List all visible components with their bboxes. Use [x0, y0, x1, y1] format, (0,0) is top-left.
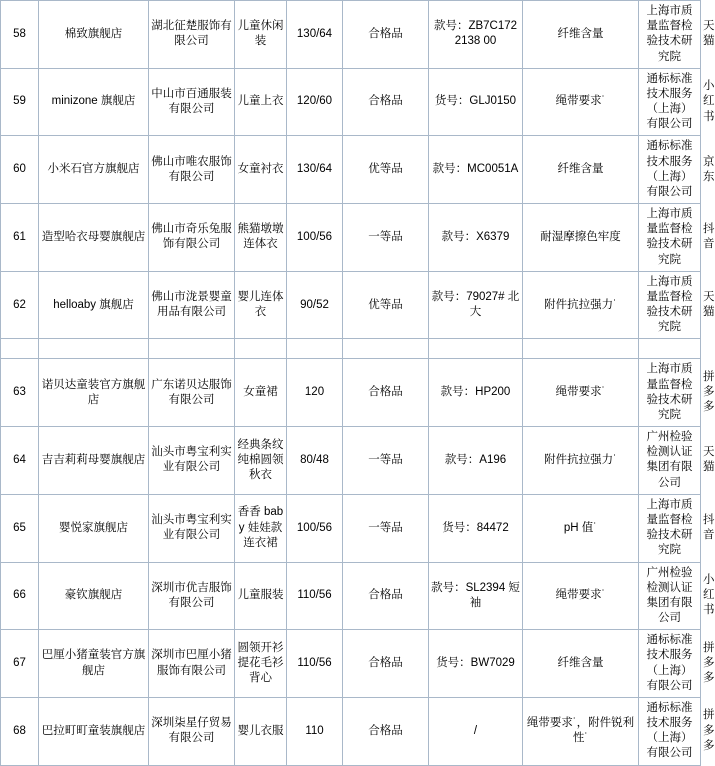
cell-agency: 上海市质量监督检验技术研究院	[639, 204, 701, 272]
cell-shop: 吉吉莉莉母婴旗舰店	[39, 427, 149, 495]
gap-cell	[149, 339, 235, 359]
cell-item: 纤维含量	[523, 1, 639, 69]
cell-agency: 上海市质量监督检验技术研究院	[639, 271, 701, 339]
cell-conclusion: 合格品	[343, 562, 429, 630]
cell-conclusion: 合格品	[343, 359, 429, 427]
cell-code: 款号：A196	[429, 427, 523, 495]
cell-item: 绳带要求˙	[523, 359, 639, 427]
cell-spec: 130/64	[287, 1, 343, 69]
cell-spec: 110/56	[287, 562, 343, 630]
cell-code: 货号：BW7029	[429, 630, 523, 698]
cell-conclusion: 合格品	[343, 68, 429, 136]
table-row: 58 棉致旗舰店 湖北征楚服饰有限公司 儿童休闲装 130/64 合格品 款号：ZB7C1722138 00 纤维含量 上海市质量监督检验技术研究院 天猫	[1, 1, 701, 69]
table-body	[1, 1, 715, 766]
cell-code: 款号：79027# 北大	[429, 271, 523, 339]
cell-shop: 巴拉町町童装旗舰店	[39, 697, 149, 765]
cell-spec: 120	[287, 359, 343, 427]
cell-item: 绳带要求˙	[523, 68, 639, 136]
cell-conclusion: 优等品	[343, 136, 429, 204]
table-row: 65 婴悦家旗舰店 汕头市粤宝利实业有限公司 香香 baby 娃娃款连衣裙 100/56 一等品 货号：84472 pH 值˙ 上海市质量监督检验技术研究院 抖音	[1, 494, 701, 562]
cell-code: 款号：ZB7C1722138 00	[429, 1, 523, 69]
cell-conclusion: 合格品	[343, 630, 429, 698]
cell-company: 广东诺贝达服饰有限公司	[149, 359, 235, 427]
cell-index: 59	[1, 68, 39, 136]
gap-cell	[235, 339, 287, 359]
cell-shop: helloaby 旗舰店	[39, 271, 149, 339]
cell-company: 深圳柒星仔贸易有限公司	[149, 697, 235, 765]
cell-item: 纤维含量	[523, 136, 639, 204]
cell-item: 绳带要求˙	[523, 562, 639, 630]
cell-shop: 棉致旗舰店	[39, 1, 149, 69]
cell-spec: 100/56	[287, 494, 343, 562]
cell-agency: 上海市质量监督检验技术研究院	[639, 494, 701, 562]
table-row: 61 造型哈衣母婴旗舰店 佛山市奇乐兔服饰有限公司 熊猫墩墩连体衣 100/56 一等品 款号：X6379 耐湿摩擦色牢度 上海市质量监督检验技术研究院 抖音	[1, 204, 701, 272]
cell-company: 汕头市粤宝利实业有限公司	[149, 494, 235, 562]
gap-cell	[523, 339, 639, 359]
cell-agency: 通标标准技术服务（上海）有限公司	[639, 630, 701, 698]
cell-product: 婴儿连体衣	[235, 271, 287, 339]
table-row: 64 吉吉莉莉母婴旗舰店 汕头市粤宝利实业有限公司 经典条纹纯棉圆领秋衣 80/48 一等品 款号：A196 附件抗拉强力˙ 广州检验检测认证集团有限公司 天猫	[1, 427, 701, 495]
cell-conclusion: 一等品	[343, 427, 429, 495]
table-row: 62 helloaby 旗舰店 佛山市泷景婴童用品有限公司 婴儿连体衣 90/52 优等品 款号：79027# 北大 附件抗拉强力˙ 上海市质量监督检验技术研究院 天猫	[1, 271, 701, 339]
gap-cell	[639, 339, 701, 359]
cell-company: 佛山市泷景婴童用品有限公司	[149, 271, 235, 339]
cell-shop: 豪钦旗舰店	[39, 562, 149, 630]
gap-cell	[429, 339, 523, 359]
cell-index: 66	[1, 562, 39, 630]
cell-product: 熊猫墩墩连体衣	[235, 204, 287, 272]
cell-item: 纤维含量	[523, 630, 639, 698]
cell-shop: 造型哈衣母婴旗舰店	[39, 204, 149, 272]
cell-agency: 通标标准技术服务（上海）有限公司	[639, 136, 701, 204]
cell-shop: minizone 旗舰店	[39, 68, 149, 136]
cell-index: 62	[1, 271, 39, 339]
cell-spec: 130/64	[287, 136, 343, 204]
cell-product: 儿童服装	[235, 562, 287, 630]
cell-company: 深圳市巴厘小猪服饰有限公司	[149, 630, 235, 698]
cell-product: 儿童上衣	[235, 68, 287, 136]
cell-agency: 上海市质量监督检验技术研究院	[639, 359, 701, 427]
cell-company: 深圳市优吉服饰有限公司	[149, 562, 235, 630]
table-section-gap	[1, 339, 701, 359]
cell-code: 款号：MC0051A	[429, 136, 523, 204]
cell-agency: 通标标准技术服务（上海）有限公司	[639, 68, 701, 136]
table-row: 67 巴厘小猪童装官方旗舰店 深圳市巴厘小猪服饰有限公司 圆领开衫提花毛衫背心 110/56 合格品 货号：BW7029 纤维含量 通标标准技术服务（上海）有限公司 拼多多	[1, 630, 701, 698]
cell-conclusion: 一等品	[343, 204, 429, 272]
cell-item: 附件抗拉强力˙	[523, 271, 639, 339]
cell-agency: 广州检验检测认证集团有限公司	[639, 562, 701, 630]
table-row: 63 诺贝达童装官方旗舰店 广东诺贝达服饰有限公司 女童裙 120 合格品 款号：HP200 绳带要求˙ 上海市质量监督检验技术研究院 拼多多	[1, 359, 701, 427]
cell-product: 圆领开衫提花毛衫背心	[235, 630, 287, 698]
cell-product: 女童裙	[235, 359, 287, 427]
cell-index: 61	[1, 204, 39, 272]
cell-shop: 巴厘小猪童装官方旗舰店	[39, 630, 149, 698]
cell-index: 67	[1, 630, 39, 698]
cell-conclusion: 一等品	[343, 494, 429, 562]
cell-index: 58	[1, 1, 39, 69]
cell-product: 婴儿衣服	[235, 697, 287, 765]
cell-agency: 广州检验检测认证集团有限公司	[639, 427, 701, 495]
cell-code: /	[429, 697, 523, 765]
gap-cell	[287, 339, 343, 359]
gap-cell	[39, 339, 149, 359]
cell-shop: 婴悦家旗舰店	[39, 494, 149, 562]
cell-product: 女童衬衣	[235, 136, 287, 204]
cell-index: 60	[1, 136, 39, 204]
cell-index: 68	[1, 697, 39, 765]
cell-company: 佛山市唯农服饰有限公司	[149, 136, 235, 204]
cell-conclusion: 优等品	[343, 271, 429, 339]
cell-shop: 小米石官方旗舰店	[39, 136, 149, 204]
cell-item: pH 值˙	[523, 494, 639, 562]
cell-spec: 100/56	[287, 204, 343, 272]
table-row: 60 小米石官方旗舰店 佛山市唯农服饰有限公司 女童衬衣 130/64 优等品 款号：MC0051A 纤维含量 通标标准技术服务（上海）有限公司 京东	[1, 136, 701, 204]
cell-product: 经典条纹纯棉圆领秋衣	[235, 427, 287, 495]
table-row: 66 豪钦旗舰店 深圳市优吉服饰有限公司 儿童服装 110/56 合格品 款号：SL2394 短袖 绳带要求˙ 广州检验检测认证集团有限公司 小红书	[1, 562, 701, 630]
cell-index: 65	[1, 494, 39, 562]
cell-shop: 诺贝达童装官方旗舰店	[39, 359, 149, 427]
cell-company: 湖北征楚服饰有限公司	[149, 1, 235, 69]
cell-item: 绳带要求˙，附件锐利性˙	[523, 697, 639, 765]
gap-cell	[1, 339, 39, 359]
cell-item: 附件抗拉强力˙	[523, 427, 639, 495]
cell-company: 中山市百通服装有限公司	[149, 68, 235, 136]
cell-code: 款号：X6379	[429, 204, 523, 272]
cell-code: 款号：HP200	[429, 359, 523, 427]
table-row: 68 巴拉町町童装旗舰店 深圳柒星仔贸易有限公司 婴儿衣服 110 合格品 / 绳带要求˙，附件锐利性˙ 通标标准技术服务（上海）有限公司 拼多多	[1, 697, 701, 765]
cell-code: 款号：SL2394 短袖	[429, 562, 523, 630]
cell-conclusion: 合格品	[343, 697, 429, 765]
cell-company: 汕头市粤宝利实业有限公司	[149, 427, 235, 495]
cell-product: 香香 baby 娃娃款连衣裙	[235, 494, 287, 562]
gap-cell	[343, 339, 429, 359]
cell-conclusion: 合格品	[343, 1, 429, 69]
cell-spec: 120/60	[287, 68, 343, 136]
cell-spec: 90/52	[287, 271, 343, 339]
cell-spec: 80/48	[287, 427, 343, 495]
cell-code: 货号：84472	[429, 494, 523, 562]
cell-index: 63	[1, 359, 39, 427]
cell-product: 儿童休闲装	[235, 1, 287, 69]
cell-spec: 110/56	[287, 630, 343, 698]
cell-index: 64	[1, 427, 39, 495]
cell-agency: 通标标准技术服务（上海）有限公司	[639, 697, 701, 765]
table-row: 59 minizone 旗舰店 中山市百通服装有限公司 儿童上衣 120/60 合格品 货号：GLJ0150 绳带要求˙ 通标标准技术服务（上海）有限公司 小红书	[1, 68, 701, 136]
cell-agency: 上海市质量监督检验技术研究院	[639, 1, 701, 69]
cell-code: 货号：GLJ0150	[429, 68, 523, 136]
cell-company: 佛山市奇乐兔服饰有限公司	[149, 204, 235, 272]
cell-spec: 110	[287, 697, 343, 765]
cell-item: 耐湿摩擦色牢度	[523, 204, 639, 272]
